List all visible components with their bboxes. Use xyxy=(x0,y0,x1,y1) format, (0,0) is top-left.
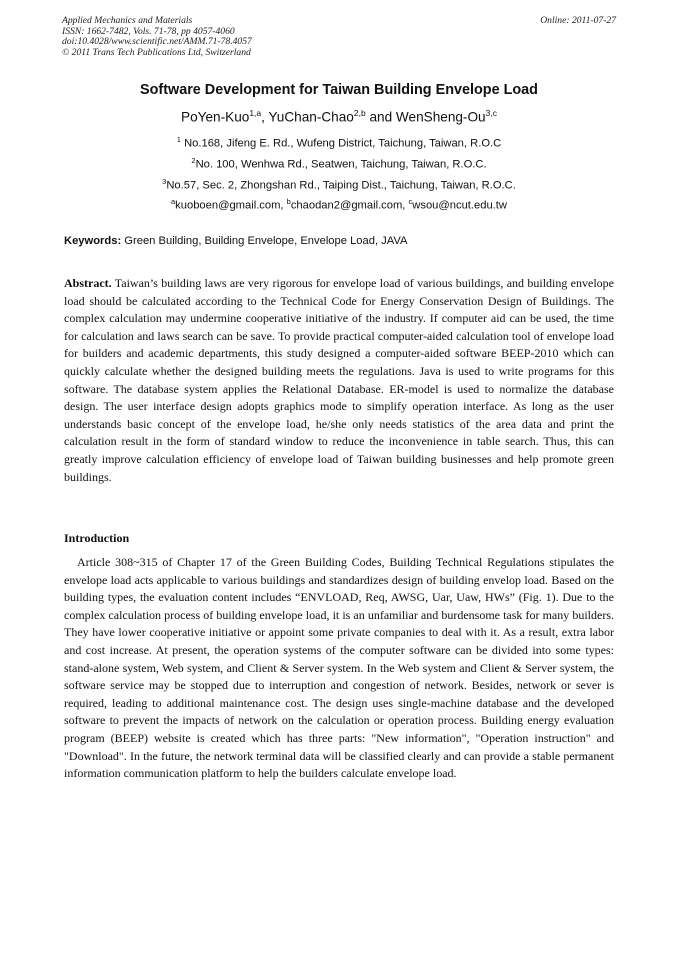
abstract-paragraph xyxy=(64,275,614,486)
affil-text: No.168, Jifeng E. Rd., Wufeng District, Taichung, Taiwan, R.O.C xyxy=(180,137,502,150)
email-mark: c xyxy=(408,197,413,206)
copyright-line: © 2011 Trans Tech Publications Ltd, Switzerland xyxy=(62,46,251,58)
issn-line: ISSN: 1662-7482, Vols. 71-78, pp 4057-4060 xyxy=(62,25,235,37)
author-affil-mark: 3,c xyxy=(485,108,497,118)
affil-mark: 1 xyxy=(176,135,181,144)
email-mark: b xyxy=(286,197,291,206)
author-separator: and xyxy=(365,109,396,125)
paper-title: Software Development for Taiwan Building Envelope Load xyxy=(140,82,538,98)
affiliation-2 xyxy=(62,156,616,171)
email-address: wsou@ncut.edu.tw xyxy=(412,199,507,212)
online-date: Online: 2011-07-27 xyxy=(540,15,616,26)
author-separator: , xyxy=(261,109,269,125)
doi-line: doi:10.4028/www.scientific.net/AMM.71-78.4057 xyxy=(62,36,252,48)
keywords-label: Keywords: xyxy=(64,235,122,247)
abstract-label: Abstract. xyxy=(64,276,112,290)
affiliation-1 xyxy=(62,135,616,150)
section-heading-introduction: Introduction xyxy=(64,531,130,545)
author-name: YuChan-Chao xyxy=(268,109,354,125)
affiliation-3 xyxy=(62,177,616,192)
introduction-paragraph: Article 308~315 of Chapter 17 of the Green Building Codes, Building Technical Regulations stipulates the envelope load acts applicable to various buildings and standardizes design of building envelop load. Based on the building types, the evaluation content includes “ENVLOAD, Req, AWSG, Uar, Uaw, HWs” (Fig. 1). Due to the complex calculation process of building envelope load, it is an unfamiliar and burdensome task for many builders. They have lower cooperative initiative or appoint some private companies to deal with it. As a result, extra labor and cost increase. At present, the operation systems of the computer software can be divided into some types: stand-alone system, Web system, and Client & Server system. In the Web system and Client & Server system, the software service may be stopped due to interruption and congestion of network. Besides, network or sever is required, leading to additional maintenance cost. The design uses single-machine database and the developed software to prevent the impacts of network on the calculation or operation process. Building energy evaluation program (BEEP) website is created which has three parts: "New information", "Operation instruction" and "Download". In the future, the network terminal data will be classified clearly and can provide a stable permanent information communication platform to help the builders calculate envelope load. xyxy=(64,555,614,781)
author-name: WenSheng-Ou xyxy=(395,109,486,125)
email-address: kuoboen@gmail.com, xyxy=(175,199,287,212)
email-address: chaodan2@gmail.com, xyxy=(290,199,409,212)
author-affil-mark: 1,a xyxy=(249,108,262,118)
affil-text: No.57, Sec. 2, Zhongshan Rd., Taiping Dist., Taichung, Taiwan, R.O.C. xyxy=(166,179,516,192)
keywords-text: Green Building, Building Envelope, Envelope Load, JAVA xyxy=(121,235,408,247)
email-list xyxy=(62,197,616,212)
keywords-line xyxy=(64,235,616,247)
email-mark: a xyxy=(171,197,176,206)
author-affil-mark: 2,b xyxy=(353,108,366,118)
author-name: PoYen-Kuo xyxy=(181,109,250,125)
journal-header xyxy=(62,16,616,58)
affil-mark: 2 xyxy=(191,156,196,165)
affil-mark: 3 xyxy=(162,177,167,186)
affil-text: No. 100, Wenhwa Rd., Seatwen, Taichung, Taiwan, R.O.C. xyxy=(195,158,487,171)
journal-name: Applied Mechanics and Materials xyxy=(62,15,193,26)
author-list xyxy=(62,108,616,125)
abstract-text: Taiwan’s building laws are very rigorous for envelope load of various buildings, and building envelope load should be calculated according to the Technical Code for Energy Conservation Design of Buildings. The complex calculation may undermine cooperative initiative of the industry. If computer aid can be used, the time for calculation and laws search can be save. To provide practical computer-aided calculation tool of envelope load for builders and academic departments, this study designed a computer-aided software BEEP-2010 which can quickly calculate whether the designed building meets the regulations. Java is used to write programs for this software. The database system applies the Relational Database. ER-model is used to normalize the database design. The user interface design adopts graphics mode to simplify operation interface. As long as the user understands basic concept of the envelope load, he/she only needs statistics of the area data and print the calculation result in the form of standard window to reduce the inconvenience in table search. Thus, this can greatly improve calculation efficiency of envelope load of Taiwan building businesses and help promote green buildings. xyxy=(64,276,614,484)
